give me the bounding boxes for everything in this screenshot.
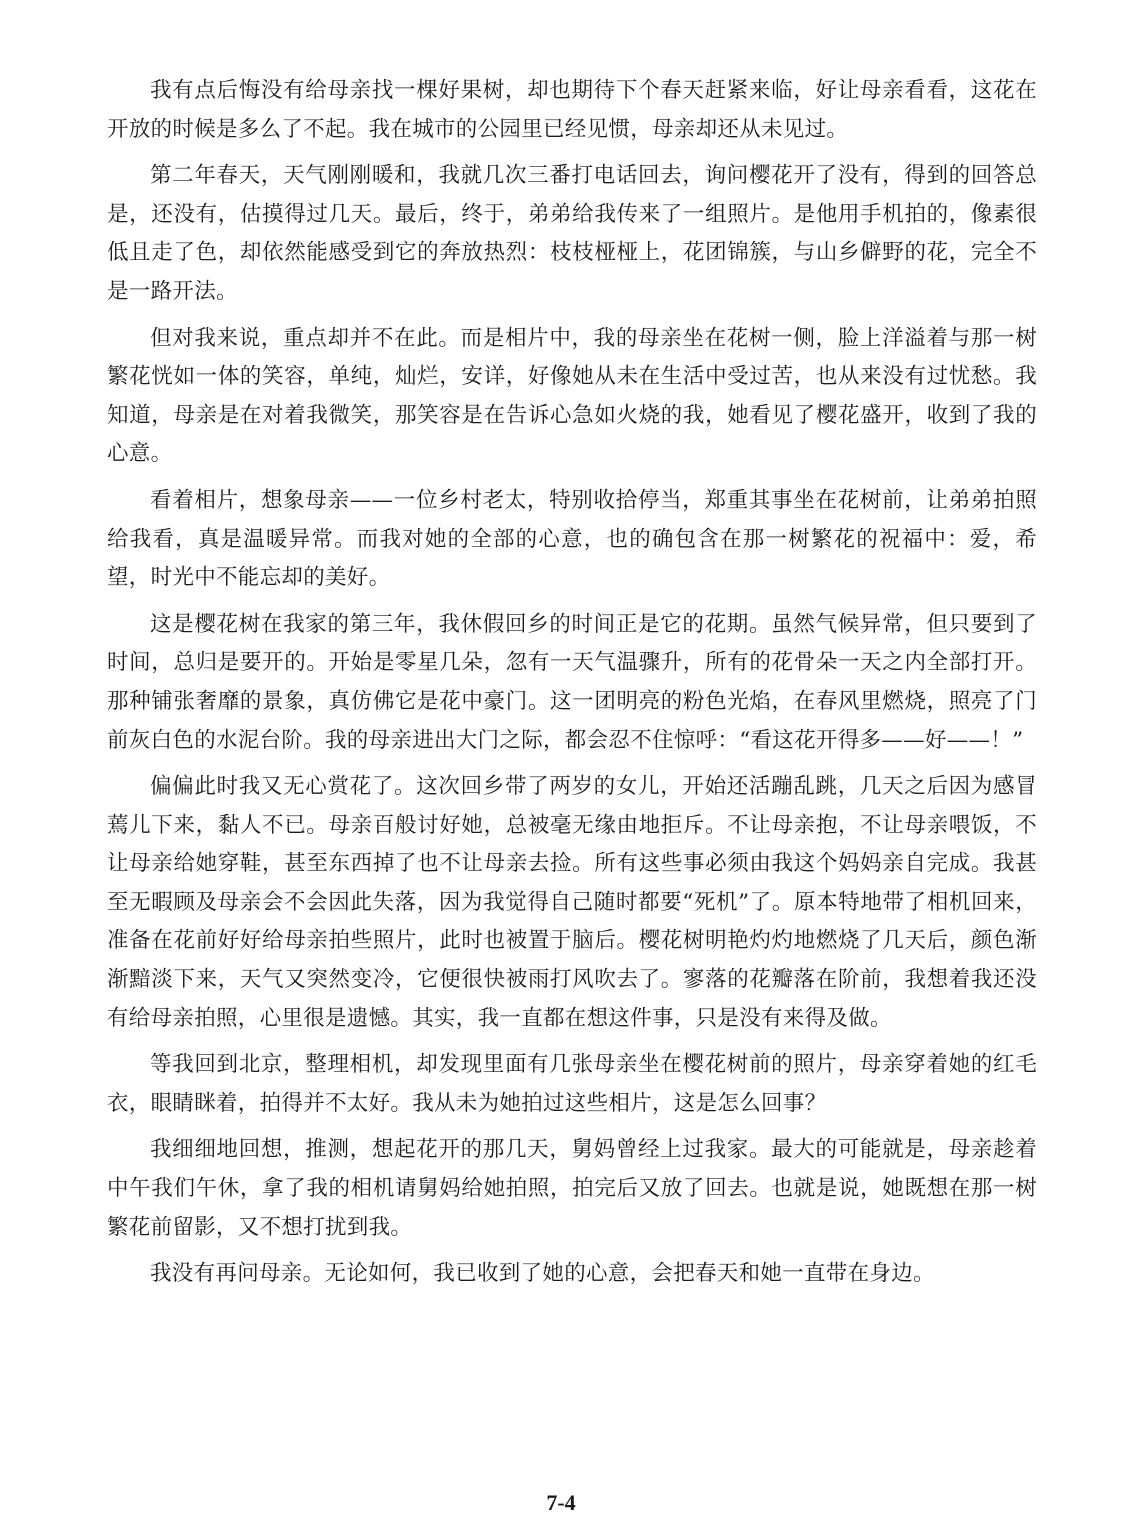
paragraph: 我有点后悔没有给母亲找一棵好果树，却也期待下个春天赶紧来临，好让母亲看看，这花在开放的时候是多么了不起。我在城市的公园里已经见惯，母亲却还从未见过。	[107, 78, 1037, 142]
paragraph: 第二年春天，天气刚刚暖和，我就几次三番打电话回去，询问樱花开了没有，得到的回答总是，还没有，估摸得过几天。最后，终于，弟弟给我传来了一组照片。是他用手机拍的，像素很低且走了色，却依然能感受到它的奔放热烈：枝枝桠桠上，花团锦簇，与山乡僻野的花，完全不是一路开法。	[107, 163, 1037, 304]
paragraph: 我没有再问母亲。无论如何，我已收到了她的心意，会把春天和她一直带在身边。	[150, 1261, 935, 1287]
paragraph: 看着相片，想象母亲——一位乡村老太，特别收拾停当，郑重其事坐在花树前，让弟弟拍照给我看，真是温暖异常。而我对她的全部的心意，也的确包含在那一树繁花的祝福中：爱，希望，时光中不能忘却的美好。	[107, 487, 1037, 591]
paragraph: 我细细地回想，推测，想起花开的那几天，舅妈曾经上过我家。最大的可能就是，母亲趁着中午我们午休，拿了我的相机请舅妈给她拍照，拍完后又放了回去。也就是说，她既想在那一树繁花前留影，又不想打扰到我。	[107, 1137, 1037, 1240]
page-number: 7-4	[546, 1490, 576, 1515]
paragraph: 这是樱花树在我家的第三年，我休假回乡的时间正是它的花期。虽然气候异常，但只要到了时间，总归是要开的。开始是零星几朵，忽有一天气温骤升，所有的花骨朵一天之内全部打开。那种铺张奢靡的景象，真仿佛它是花中豪门。这一团明亮的粉色光焰，在春风里燃烧，照亮了门前灰白色的水泥台阶。我的母亲进出大门之际，都会忍不住惊呼：“看这花开得多——好——！”	[107, 611, 1037, 753]
paragraph: 偏偏此时我又无心赏花了。这次回乡带了两岁的女儿，开始还活蹦乱跳，几天之后因为感冒蔫儿下来，黏人不已。母亲百般讨好她，总被毫无缘由地拒斥。不让母亲抱，不让母亲喂饭，不让母亲给她穿鞋，甚至东西掉了也不让母亲去捡。所有这些事必须由我这个妈妈亲自完成。我甚至无暇顾及母亲会不会因此失落，因为我觉得自己随时都要“死机”了。原本特地带了相机回来，准备在花前好好给母亲拍些照片，此时也被置于脑后。樱花树明艳灼灼地燃烧了几天后，颜色渐渐黯淡下来，天气又突然变冷，它便很快被雨打风吹去了。寥落的花瓣落在阶前，我想着我还没有给母亲拍照，心里很是遗憾。其实，我一直都在想这件事，只是没有来得及做。	[107, 774, 1037, 1031]
paragraph: 等我回到北京，整理相机，却发现里面有几张母亲坐在樱花树前的照片，母亲穿着她的红毛衣，眼睛眯着，拍得并不太好。我从未为她拍过这些相片，这是怎么回事？	[107, 1052, 1037, 1116]
article-body	[107, 72, 1037, 1302]
paragraph: 但对我来说，重点却并不在此。而是相片中，我的母亲坐在花树一侧，脸上洋溢着与那一树繁花恍如一体的笑容，单纯，灿烂，安详，好像她从未在生活中受过苦，也从来没有过忧愁。我知道，母亲是在对着我微笑，那笑容是在告诉心急如火烧的我，她看见了樱花盛开，收到了我的心意。	[107, 325, 1037, 467]
